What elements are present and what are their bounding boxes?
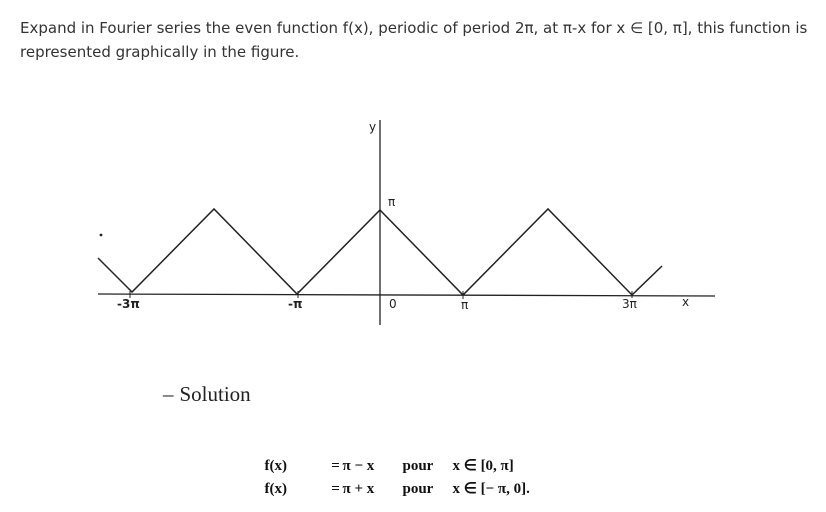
problem-statement: Expand in Fourier series the even function f(x), periodic of period 2π, at π-x for x ∈ [0, π], this function is represented graphically in the figure. (20, 19, 808, 61)
x-axis (98, 294, 715, 296)
tick-label-3pi: 3π (622, 297, 637, 311)
equals-sign: = (331, 458, 340, 474)
solution-heading (163, 382, 251, 407)
equation-domain: x ∈ [− π, 0]. (452, 481, 530, 497)
plot-dot (100, 234, 103, 237)
equation-row (257, 462, 530, 498)
equation-rhs: π + x (342, 481, 375, 497)
equation-lhs: f(x) (264, 481, 287, 497)
equals-sign: = (331, 481, 340, 497)
x-axis-label: x (682, 295, 690, 309)
equation-rhs: π − x (342, 458, 375, 474)
equation-word: pour (402, 458, 434, 474)
y-axis-label: y (369, 120, 377, 134)
tick-label-zero: 0 (389, 297, 397, 311)
tick-label-neg-3pi: -3π (117, 297, 140, 311)
tick-label-neg-pi: -π (288, 297, 303, 311)
solution-heading-text: Solution (179, 382, 251, 406)
equation-word: pour (402, 481, 434, 497)
tick-label-pi: π (461, 298, 469, 312)
peak-label: π (388, 195, 396, 209)
equation-domain: x ∈ [0, π] (452, 458, 514, 474)
equation-lhs: f(x) (264, 458, 287, 474)
solution-dash: – (163, 382, 174, 406)
